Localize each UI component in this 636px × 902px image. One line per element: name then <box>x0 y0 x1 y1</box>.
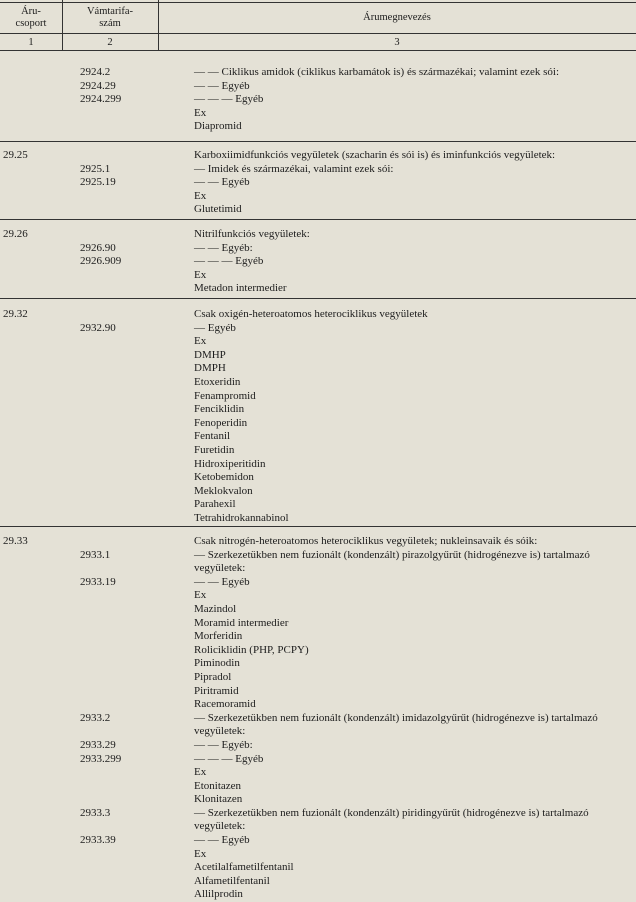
description-line: Piminodin <box>194 657 240 670</box>
tariff-code: 2933.1 <box>80 548 111 561</box>
tariff-code: 2926.90 <box>80 241 116 254</box>
description-line: Fenoperidin <box>194 416 248 429</box>
description-line: — — Ciklikus amidok (ciklikus karbamátok is) és származékai; valamint ezek sói: <box>194 66 560 78</box>
description-line: Ex <box>194 268 207 281</box>
description-line: Klonitazen <box>194 793 243 806</box>
description-line: Fenciklidin <box>194 403 245 416</box>
tariff-code: 2925.19 <box>80 176 116 189</box>
description-line: — — — Egyéb <box>194 255 264 268</box>
description <box>194 149 628 217</box>
description <box>194 66 628 134</box>
description-line: DMHP <box>194 348 226 361</box>
tariff-code-spacer <box>80 562 121 576</box>
description-line: Mazindol <box>194 602 237 615</box>
description-line: DMPH <box>194 362 226 375</box>
description-line: Karboxiimidfunkciós vegyületek (szacharin és sói is) és iminfunkciós vegyületek: <box>194 149 556 161</box>
tariff-code-spacer <box>80 617 121 631</box>
tariff-code-spacer <box>80 793 121 807</box>
tariff-code: 2933.299 <box>80 752 122 765</box>
tariff-code: 2933.39 <box>80 834 116 847</box>
description-line: Pipradol <box>194 670 232 683</box>
description-line: Ex <box>194 189 207 202</box>
description-line: Csak oxigén-heteroatomos heterociklikus vegyületek <box>194 308 428 320</box>
tariff-code-spacer <box>80 589 121 603</box>
tariff-code: 2924.29 <box>80 79 116 92</box>
description-line: — — Egyéb <box>194 176 250 189</box>
description-line: Nitrilfunkciós vegyületek: <box>194 228 310 240</box>
header-line: Áru- <box>21 6 41 17</box>
tariff-codes <box>80 242 121 269</box>
description-line: — — Egyéb: <box>194 738 253 751</box>
tariff-code: 2926.909 <box>80 255 122 268</box>
tariff-code-spacer <box>80 685 121 699</box>
description-line: Fenampromid <box>194 389 256 402</box>
group-code: 29.33 <box>3 535 28 547</box>
description-line: — Egyéb <box>194 321 236 334</box>
section-rule <box>0 298 636 299</box>
description-line: Metadon intermedier <box>194 282 287 295</box>
description-line: — — Egyéb: <box>194 241 253 254</box>
description-line: Csak nitrogén-heteroatomos heterociklikus vegyületek; nukleinsavaik és sóik: <box>194 535 538 547</box>
description-line: Moramid intermedier <box>194 616 289 629</box>
section-rule <box>0 141 636 142</box>
description-line: — Imidek és származékai, valamint ezek sói: <box>194 162 394 175</box>
description-line: Tetrahidrokannabinol <box>194 511 289 524</box>
tariff-code-spacer <box>80 698 121 712</box>
description-line: Ex <box>194 335 207 348</box>
description-line: Racemoramid <box>194 698 256 711</box>
column-header-aru-csoport <box>0 6 62 30</box>
tariff-code-spacer <box>80 644 121 658</box>
description-line: — — Egyéb <box>194 79 250 92</box>
tariff-code-spacer <box>80 820 121 834</box>
description-line: Ex <box>194 847 207 860</box>
description-line: Etonitazen <box>194 779 242 792</box>
header-line: Vámtarifa- <box>86 6 134 17</box>
tariff-code: 2924.2 <box>80 66 111 78</box>
description-line: Glutetimid <box>194 203 242 216</box>
section-rule <box>0 219 636 220</box>
column-header-arumegnevezes: Árumegnevezés <box>363 12 431 23</box>
numbers-divider-rule <box>0 50 636 51</box>
tariff-code: 2933.2 <box>80 711 111 724</box>
tariff-codes <box>80 163 116 190</box>
description-line: Ex <box>194 106 207 119</box>
description-line: Morferidin <box>194 630 243 643</box>
table-top-rule <box>0 2 636 3</box>
description-line: Ex <box>194 766 207 779</box>
tariff-code: 2932.90 <box>80 321 116 334</box>
description-line: — Szerkezetükben nem fuzionált (kondenzált) imidazolgyűrűt (hidrogénezve is) tartalmazó vegyületek: <box>194 711 598 738</box>
description-line: Ketobemidon <box>194 471 254 484</box>
description-line: — — Egyéb <box>194 575 250 588</box>
tariff-code-spacer <box>80 671 121 685</box>
description-line: Roliciklidin (PHP, PCPY) <box>194 643 309 656</box>
description-line: Acetilalfametilfentanil <box>194 861 294 874</box>
tariff-code: 2925.1 <box>80 162 111 175</box>
description-line: Parahexil <box>194 498 236 511</box>
tariff-code-spacer <box>80 725 121 739</box>
description <box>194 228 628 296</box>
description-line: Diapromid <box>194 120 242 133</box>
tariff-codes <box>80 549 121 848</box>
description-line: — Szerkezetükben nem fuzionált (kondenzált) pirazolgyűrűt (hidrogénezve is) tartalmazó vegyületek: <box>194 548 590 575</box>
tariff-code-spacer <box>80 766 121 780</box>
description-line: Piritramid <box>194 684 239 697</box>
section-rule <box>0 526 636 527</box>
group-code: 29.26 <box>3 228 28 240</box>
description-line: Allilprodin <box>194 888 243 901</box>
header-line: csoport <box>15 18 47 29</box>
tariff-codes <box>80 66 121 107</box>
description-line: — Szerkezetükben nem fuzionált (kondenzált) piridingyűrűt (hidrogénezve is) tartalmazó vegyületek: <box>194 806 589 833</box>
column-header-vamtarifa-szam <box>62 6 158 30</box>
tariff-code: 2933.3 <box>80 806 111 819</box>
tariff-code: 2924.299 <box>80 93 122 106</box>
description-line: Meklokvalon <box>194 484 253 497</box>
header-line: szám <box>99 18 121 29</box>
description-line: — — — Egyéb <box>194 93 264 106</box>
description-line: — — Egyéb <box>194 834 250 847</box>
description-line: Hidroxiperitidin <box>194 457 266 470</box>
group-code: 29.32 <box>3 308 28 320</box>
header-divider-rule <box>0 33 636 34</box>
tariff-code-spacer <box>80 780 121 794</box>
column-number-1: 1 <box>28 37 34 48</box>
description <box>194 308 628 526</box>
description <box>194 535 628 902</box>
tariff-code-spacer <box>80 657 121 671</box>
description-line: Ex <box>194 589 207 602</box>
description-line: — — — Egyéb <box>194 752 264 765</box>
description-line: Etoxeridin <box>194 375 241 388</box>
description-line: Furetidin <box>194 443 235 456</box>
description-line: Alfametilfentanil <box>194 874 270 887</box>
tariff-codes <box>80 322 116 336</box>
tariff-code: 2933.29 <box>80 738 116 751</box>
column-number-2: 2 <box>107 37 113 48</box>
tariff-code-spacer <box>80 630 121 644</box>
tariff-code: 2933.19 <box>80 575 116 588</box>
group-code: 29.25 <box>3 149 28 161</box>
tariff-code-spacer <box>80 603 121 617</box>
description-line: Fentanil <box>194 430 231 443</box>
column-number-3: 3 <box>394 37 400 48</box>
